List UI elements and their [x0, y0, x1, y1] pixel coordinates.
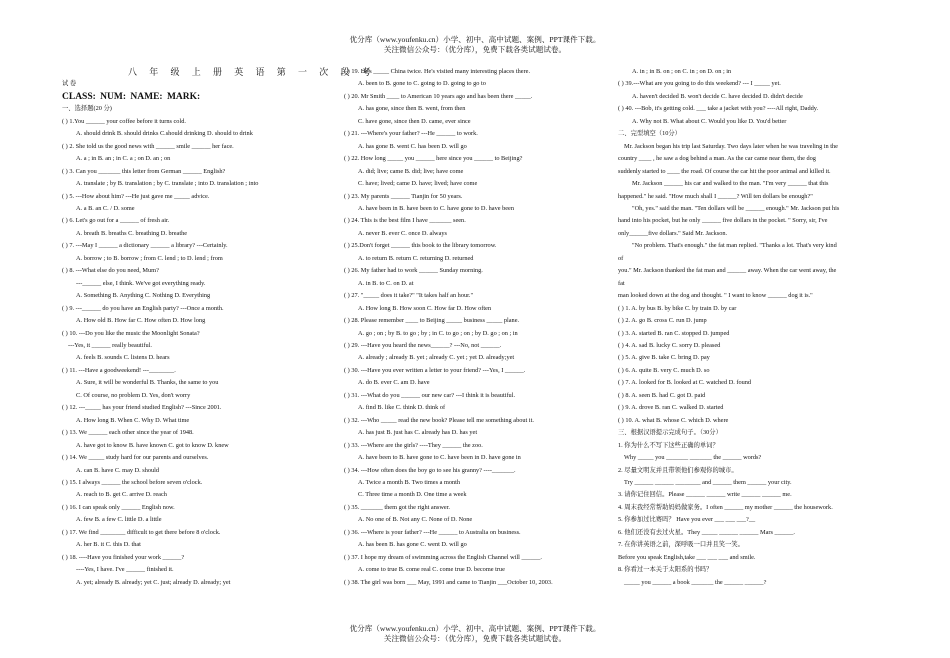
text-line: ( ) 29. ---Have you heard the news______? ---No, not ______.	[344, 341, 502, 349]
text-line: ( ) 37. I hope my dream of swimming across the English Channel will ______.	[344, 553, 542, 561]
text-line: ( ) 13. We ______ each other since the year of 1948.	[62, 429, 194, 437]
column-middle	[344, 66, 618, 589]
text-line: country ____ , he saw a dog behind a man. As the car came near them, the dog	[618, 155, 816, 163]
text-line: 试 卷	[62, 80, 77, 88]
text-line: 3. 请你记住回信。Please ______ ______ write ______ ______ me.	[618, 491, 792, 499]
text-line: A. How long B. How soon C. How far D. How often	[358, 304, 492, 312]
text-line: A. has gone B. went C. has been D. will go	[358, 142, 467, 150]
text-line: Try ______ ______ ________ and ______ them ______ your city.	[624, 478, 792, 486]
text-line: A. Sure, it will be wonderful B. Thanks, the same to you	[76, 379, 219, 387]
text-line: A. have been to B. have gone to C. have been in D. have gone in	[358, 454, 521, 462]
column-right	[618, 66, 890, 589]
text-line: ( ) 6. A. quite B. very C. much D. so	[618, 366, 710, 374]
text-line: C. Three time a month D. One time a week	[358, 491, 467, 499]
text-line: ( ) 2. She told us the good news with ______ smile ______ her face.	[62, 142, 234, 150]
text-line: 一、选择题(20 分)	[62, 105, 112, 113]
text-line: ( ) 19. He's _____ China twice. He's visited many interesting places there.	[344, 68, 531, 75]
text-line: man looked down at the dog and thought. " I want to know ______ dog it is."	[618, 292, 813, 300]
text-line: ( ) 35. _______ them got the right answer.	[344, 503, 450, 511]
text-line: fat	[618, 279, 625, 287]
text-line: suddenly started to ____ the road. Of course the car hit the poor animal and killed it.	[618, 167, 831, 175]
text-line: A. translate ; by B. translation ; by C. translate ; into D. translation ; into	[76, 180, 259, 188]
text-line: ----Yes, I have. I've ______ finished it.	[76, 566, 174, 574]
text-line: ( ) 6. Let's go out for a ______ of fresh air.	[62, 217, 170, 225]
text-line: A. in ; in B. on ; on C. in ; on D. on ; in	[632, 68, 732, 75]
text-line: ( ) 31. ---What do you ______ our new car? ---I think it is beautiful.	[344, 391, 516, 399]
text-line: "No problem. That's enough." the fat man replied. "Thanks a lot. That's very kind	[632, 242, 837, 250]
text-line: hand into his pocket, but he only ______ five dollars in the pocket. " Sorry, sir, I've	[618, 217, 828, 225]
text-line: 2. 尽量文明友并且带领他们参观你的城市。	[618, 466, 738, 474]
text-line: A. a B. an C. / D. some	[76, 204, 135, 212]
text-line: ( ) 40. ---Bob, it's getting cold. ___ take a jacket with you? ----All right, Daddy.	[618, 105, 819, 113]
text-line: ( ) 7. ---May I ______ a dictionary ______ a library? ---Certainly.	[62, 242, 228, 250]
text-line: ( ) 20. Mr Smith ____ to American 10 years ago and has been there _____.	[344, 92, 533, 100]
text-line: A. can B. have C. may D. should	[76, 466, 160, 474]
text-line: ( ) 5. ---How about him? ---He just gave me _____ advice.	[62, 192, 210, 200]
text-line: A. haven't decided B. won't decide C. have decided D. didn't decide	[632, 92, 803, 100]
text-line: ( ) 7. A. looked for B. looked at C. watched D. found	[618, 379, 752, 387]
footer-line-1: 优分库（www.youfenku.cn）小学、初中、高中试题、案例、PPT课件下载。	[349, 624, 601, 633]
text-line: ( ) 30. ---Have you ever written a letter to your friend? ---Yes, I ______.	[344, 366, 526, 374]
footer-banner	[0, 624, 950, 644]
text-line: A. Something B. Anything C. Nothing D. Everything	[76, 292, 211, 300]
text-line: ( ) 4. A. sad B. lucky C. sorry D. pleased	[618, 341, 721, 349]
text-line: 4. 周末我经常帮助妈妈做家务。I often ______ my mother ______ the housework.	[618, 503, 833, 511]
text-line: ( ) 9. A. drove B. ran C. walked D. started	[618, 404, 724, 412]
header-line-2: 关注微信公众号：（优分库），免费下载各类试题试卷。	[383, 45, 567, 54]
text-line: 5. 你参加过比赛吗？ Have you ever ___ ___ ___?__	[618, 516, 756, 524]
text-line: A. a ; in B. an ; in C. a ; on D. an ; on	[76, 155, 171, 163]
text-line: Why _____ you _______ _______ the ______ words?	[624, 454, 762, 462]
text-line: C. Of course, no problem D. Yes, don't worry	[76, 391, 191, 399]
text-line: happened." he said. "How much shall I ______? Will ten dollars be enough?"	[618, 192, 813, 200]
text-line: A. How old B. How far C. How often D. How long	[76, 317, 206, 325]
text-line: ( ) 21. ---Where's your father? ---He ______ to work.	[344, 130, 478, 138]
text-line: ( ) 38. The girl was born ___ May, 1991 and came to Tianjin ___October 10, 2003.	[344, 578, 553, 586]
text-line: ---Yes, it ______ really beautiful.	[68, 341, 153, 349]
text-line: ( ) 32. ---Who _____ read the new book? Please tell me something about it.	[344, 416, 534, 424]
text-line: ( ) 1.You ______ your coffee before it turns cold.	[62, 117, 186, 125]
text-line: A. has gone, since then B. went, from then	[358, 105, 466, 113]
column-left	[62, 66, 376, 589]
text-line: ( ) 3. Can you _______ this letter from German ______ English?	[62, 167, 226, 175]
text-line: 三、根据汉语提示完成句子。（30分）	[618, 429, 722, 437]
text-line: A. never B. ever C. once D. always	[358, 229, 448, 237]
text-line: ( ) 23. My parents ______ Tianjin for 50 years.	[344, 192, 463, 200]
text-line: A. has just B. just has C. already has D. has yet	[358, 429, 478, 437]
text-line: ( ) 27. "_____ does it take?" "It takes half an hour."	[344, 292, 474, 300]
text-line: 1. 你为什么不写下这些正确的单词？	[618, 441, 719, 449]
text-line: A. do B. ever C. am D. have	[358, 379, 430, 387]
footer-line-2: 关注微信公众号：（优分库），免费下载各类试题试卷。	[383, 634, 567, 643]
text-line: ( ) 36. ---Where is your father? ---He ______ to Australia on business.	[344, 528, 521, 536]
text-line: ( ) 17. We find ________ difficult to get there before 8 o'clock.	[62, 528, 221, 536]
text-line: of	[618, 254, 624, 262]
text-line: A. already ; already B. yet ; already C. yet ; yet D. already;yet	[358, 354, 515, 362]
text-line: 二、完型填空（10分）	[618, 130, 681, 138]
text-line: ( ) 26. My father had to work ______ Sunday morning.	[344, 267, 483, 275]
text-line: A. in B. to C. on D. at	[358, 279, 414, 287]
text-line: ( ) 11. ---Have a goodweekend! ---________.	[62, 366, 176, 374]
text-line: ( ) 22. How long _____ you ______ here since you ______ to Beijing?	[344, 155, 523, 163]
text-line: A. her B. it C. this D. that	[76, 541, 141, 549]
text-line: A. come to true B. come real C. come true D. become true	[358, 566, 505, 574]
text-line: 7. 在你讲英语之前，深呼吸一口并且笑一笑。	[618, 541, 744, 549]
text-line: Mr. Jackson began his trip last Saturday. Two days later when he was traveling in the	[624, 142, 838, 150]
text-line: _____ you ______ a book _______ the ______ ______?	[624, 578, 767, 586]
text-line: ( ) 1. A. by bus B. by bike C. by train D. by car	[618, 304, 737, 312]
text-line: ( ) 5. A. give B. take C. bring D. pay	[618, 354, 710, 362]
text-line: A. Why not B. What about C. Would you like D. You'd better	[632, 117, 787, 125]
text-line: ( ) 34. ---How often does the boy go to see his granny? ----_______.	[344, 466, 516, 474]
text-line: ( ) 10. ---Do you like the music the Moonlight Sonata?	[62, 329, 200, 337]
text-line: A. should drink B. should drinks C.should drinking D. should to drink	[76, 130, 253, 138]
text-line: ( ) 39.---What are you going to do this weekend? --- I _____ yet.	[618, 80, 781, 88]
text-line: A. go ; on ; by B. to go ; by ; in C. to go ; on ; by D. go ; on ; in	[358, 329, 518, 337]
text-line: ( ) 8. ---What else do you need, Mum?	[62, 267, 159, 275]
text-line: A. No one of B. Not any C. None of D. None	[358, 516, 473, 524]
text-line: "Oh, yes." said the man. "Ten dollars will be ______ enough." Mr. Jackson put his	[632, 204, 840, 212]
text-line: A. reach to B. get C. arrive D. reach	[76, 491, 167, 499]
text-line: C. have gone, since then D. came, ever since	[358, 117, 471, 125]
text-line: C. have; lived; came D. have; lived; have come	[358, 180, 478, 188]
text-line: ( ) 8. A. seen B. had C. got D. paid	[618, 391, 706, 399]
text-line: Before you speak English,take ___ ___ ___ and smile.	[618, 553, 756, 561]
text-line: CLASS: NUM: NAME: MARK:	[62, 91, 201, 102]
text-line: 8. 你看过一本关于太阳系的书吗？	[618, 566, 713, 574]
text-line: you." Mr. Jackson thanked the fat man and ______ away. When the car went away, the	[618, 267, 837, 275]
text-line: ( ) 9. ---______ do you have an English party? ---Once a month.	[62, 304, 224, 312]
text-line: ( ) 2. A. go B. cross C. run D. jump	[618, 317, 707, 325]
text-line: ( ) 24. This is the best film I have _______ seen.	[344, 217, 466, 225]
text-line: ( ) 15. I always ______ the school before seven o'clock.	[62, 478, 203, 486]
text-line: A. did; live; came B. did; live; have come	[358, 167, 464, 175]
text-line: ( ) 10. A. what B. whose C. which D. where	[618, 416, 729, 424]
text-line: A. How long B. When C. Why D. What time	[76, 416, 190, 424]
text-line: A. feels B. sounds C. listens D. hears	[76, 354, 170, 362]
text-line: A. find B. like C. think D. think of	[358, 404, 446, 412]
text-line: A. has been B. has gone C. went D. will go	[358, 541, 467, 549]
text-line: A. have been in B. have been to C. have gone to D. have been	[358, 204, 514, 212]
text-line: A. have got to know B. have known C. got to know D. knew	[76, 441, 229, 449]
text-line: A. borrow ; to B. borrow ; from C. lend ; to D. lend ; from	[76, 254, 223, 262]
text-line: A. Twice a month B. Two times a month	[358, 478, 461, 486]
text-line: only______five dollars." Said Mr. Jackson.	[618, 229, 728, 237]
header-line-1: 优分库（www.youfenku.cn）小学、初中、高中试题、案例、PPT课件下载。	[349, 35, 601, 44]
text-line: ---______ else, I think. We've got everything ready.	[76, 279, 206, 287]
text-line: A. yet; already B. already; yet C. just; already D. already; yet	[76, 578, 231, 586]
text-line: A. to return B. return C. returning D. returned	[358, 254, 474, 262]
text-line: 八 年 级 上 册 英 语 第 一 次 段 考	[128, 67, 376, 77]
text-line: A. breath B. breaths C. breathing D. breathe	[76, 229, 188, 237]
text-line: Mr. Jackson ______ his car and walked to the man. "I'm very ______ that this	[632, 180, 829, 188]
text-line: ( ) 16. I can speak only ______ English now.	[62, 503, 175, 511]
text-line: ( ) 33. ---Where are the girls? ----They ______ the zoo.	[344, 441, 483, 449]
text-line: A. been to B. gone to C. going to D. going to go to	[358, 80, 486, 88]
text-line: ( ) 18. ----Have you finished your work ______?	[62, 553, 185, 561]
text-line: ( ) 12. ---_____ has your friend studied English? ---Since 2001.	[62, 404, 222, 412]
text-line: ( ) 28. Please remember ____ to Beijing _____ business _____ plane.	[344, 317, 520, 325]
text-line: ( ) 14. We _____ study hard for our parents and ourselves.	[62, 454, 209, 462]
text-line: 6. 他们还没有去过火星。They _____ ______ ______ Mars ______.	[618, 528, 796, 536]
text-line: ( ) 3. A. started B. ran C. stopped D. jumped	[618, 329, 730, 337]
header-banner	[0, 35, 950, 55]
text-line: ( ) 25.Don't forget ______ this book to the library tomorrow.	[344, 242, 497, 250]
text-line: A. few B. a few C. little D. a little	[76, 516, 162, 524]
